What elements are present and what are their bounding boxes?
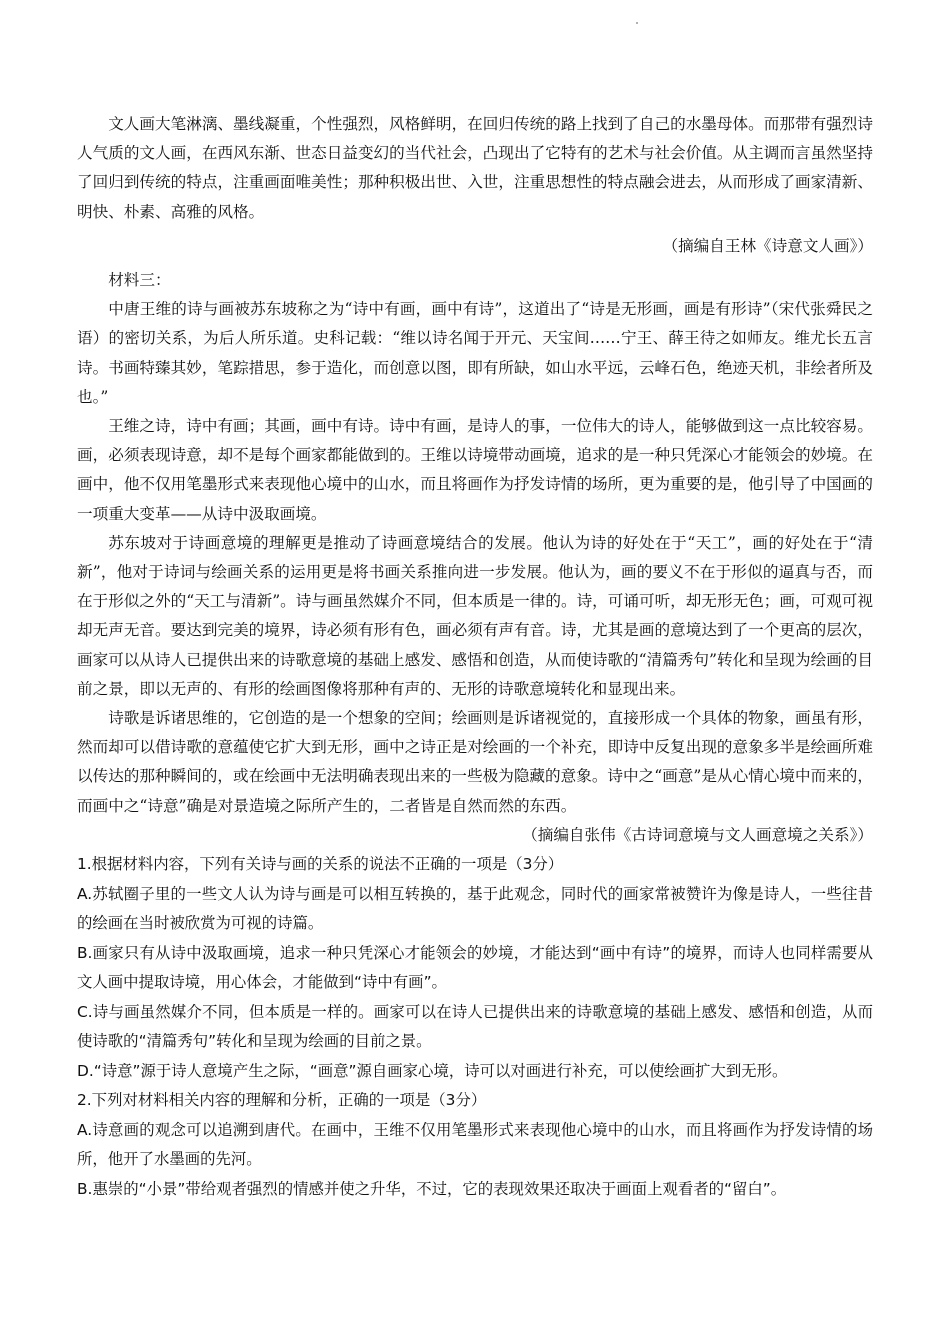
question-1-stem: 1.根据材料内容，下列有关诗与画的关系的说法不正确的一项是（3分） (77, 855, 564, 874)
source-citation-wang-lin: （摘编自王林《诗意文人画》） (662, 236, 873, 255)
question-1-option-d: D.“诗意”源于诗人意境产生之际，“画意”源自画家心境，诗可以对画进行补充，可以使绘画扩大到无形。 (77, 1061, 788, 1080)
paragraph-literati-painting: 文人画大笔淋漓、墨线凝重，个性强烈，风格鲜明，在回归传统的路上找到了自己的水墨母体。而那带有强烈诗人气质的文人画，在西风东渐、世态日益变幻的当代社会，凸现出了它特有的艺术与社会价值。从主调而言虽然坚持了回归到传统的特点，注重画面唯美性；那种积极出世、入世，注重思想性的特点融会进去，从而形成了画家清新、明快、朴素、高雅的风格。 (77, 115, 873, 221)
question-1-option-b: B.画家只有从诗中汲取画境，追求一种只凭深心才能领会的妙境，才能达到“画中有诗”的境界，而诗人也同样需要从文人画中提取诗境，用心体会，才能做到“诗中有画”。 (77, 943, 873, 992)
paragraph-poetry-vs-painting: 诗歌是诉诸思维的，它创造的是一个想象的空间；绘画则是诉诸视觉的，直接形成一个具体的物象，画虽有形，然而却可以借诗歌的意蕴使它扩大到无形，画中之诗正是对绘画的一个补充，即诗中反复出现的意象多半是绘画所难以传达的那种瞬间的，或在绘画中无法明确表现出来的一些极为隐藏的意象。诗中之“画意”是从心情心境中而来的，而画中之“诗意”确是对景造境之际所产生的，二者皆是自然而然的东西。 (77, 709, 873, 815)
question-2-option-b: B.惠崇的“小景”带给观者强烈的情感并使之升华，不过，它的表现效果还取决于画面上观看者的“留白”。 (77, 1179, 787, 1198)
question-2-option-a: A.诗意画的观念可以追溯到唐代。在画中，王维不仅用笔墨形式来表现他心境中的山水，而且将画作为抒发诗情的场所，他开了水墨画的先河。 (77, 1120, 873, 1169)
paragraph-su-dongpo-theory: 苏东坡对于诗画意境的理解更是推动了诗画意境结合的发展。他认为诗的好处在于“天工”，画的好处在于“清新”，他对于诗词与绘画关系的运用更是将书画关系推向进一步发展。他认为，画的要义不在于形似的逼真与否，而在于形似之外的“天工与清新”。诗与画虽然媒介不同，但本质是一律的。诗，可诵可听，却无形无色；画，可观可视却无声无音。要达到完美的境界，诗必须有形有色，画必须有声有音。诗，尤其是画的意境达到了一个更高的层次，画家可以从诗人已提供出来的诗歌意境的基础上感发、感悟和创造，从而使诗歌的“清篇秀句”转化和呈现为绘画的目前之景，即以无声的、有形的绘画图像将那种有声的、无形的诗歌意境转化和显现出来。 (77, 533, 873, 698)
material-three-heading: 材料三： (108, 271, 171, 290)
page-mark (636, 22, 638, 24)
question-1-option-c: C.诗与画虽然媒介不同，但本质是一样的。画家可以在诗人已提供出来的诗歌意境的基础上感发、感悟和创造，从而使诗歌的“清篇秀句”转化和呈现为绘画的目前之景。 (77, 1002, 873, 1051)
question-2-stem: 2.下列对材料相关内容的理解和分析，正确的一项是（3分） (77, 1091, 487, 1110)
source-citation-zhang-wei: （摘编自张伟《古诗词意境与文人画意境之关系》） (522, 825, 873, 844)
paragraph-wang-wei-su-dongpo: 中唐王维的诗与画被苏东坡称之为“诗中有画，画中有诗”，这道出了“诗是无形画，画是有形诗”（宋代张舜民之语）的密切关系，为后人所乐道。史科记载：“维以诗名闻于开元、天宝间……宁王、薛王待之如师友。维尤长五言诗。书画特臻其妙，笔踪措思，参于造化，而创意以图，即有所缺，如山水平远，云峰石色，绝迹天机，非绘者所及也。” (77, 300, 873, 406)
question-1-option-a: A.苏轼圈子里的一些文人认为诗与画是可以相互转换的，基于此观念，同时代的画家常被赞许为像是诗人，一些往昔的绘画在当时被欣赏为可视的诗篇。 (77, 884, 873, 933)
paragraph-wang-wei-poetry: 王维之诗，诗中有画；其画，画中有诗。诗中有画，是诗人的事，一位伟大的诗人，能够做到这一点比较容易。画，必须表现诗意，却不是每个画家都能做到的。王维以诗境带动画境，追求的是一种只凭深心才能领会的妙境。在画中，他不仅用笔墨形式来表现他心境中的山水，而且将画作为抒发诗情的场所，更为重要的是，他引导了中国画的一项重大变革——从诗中汲取画境。 (77, 417, 873, 523)
document-body (77, 110, 873, 1204)
